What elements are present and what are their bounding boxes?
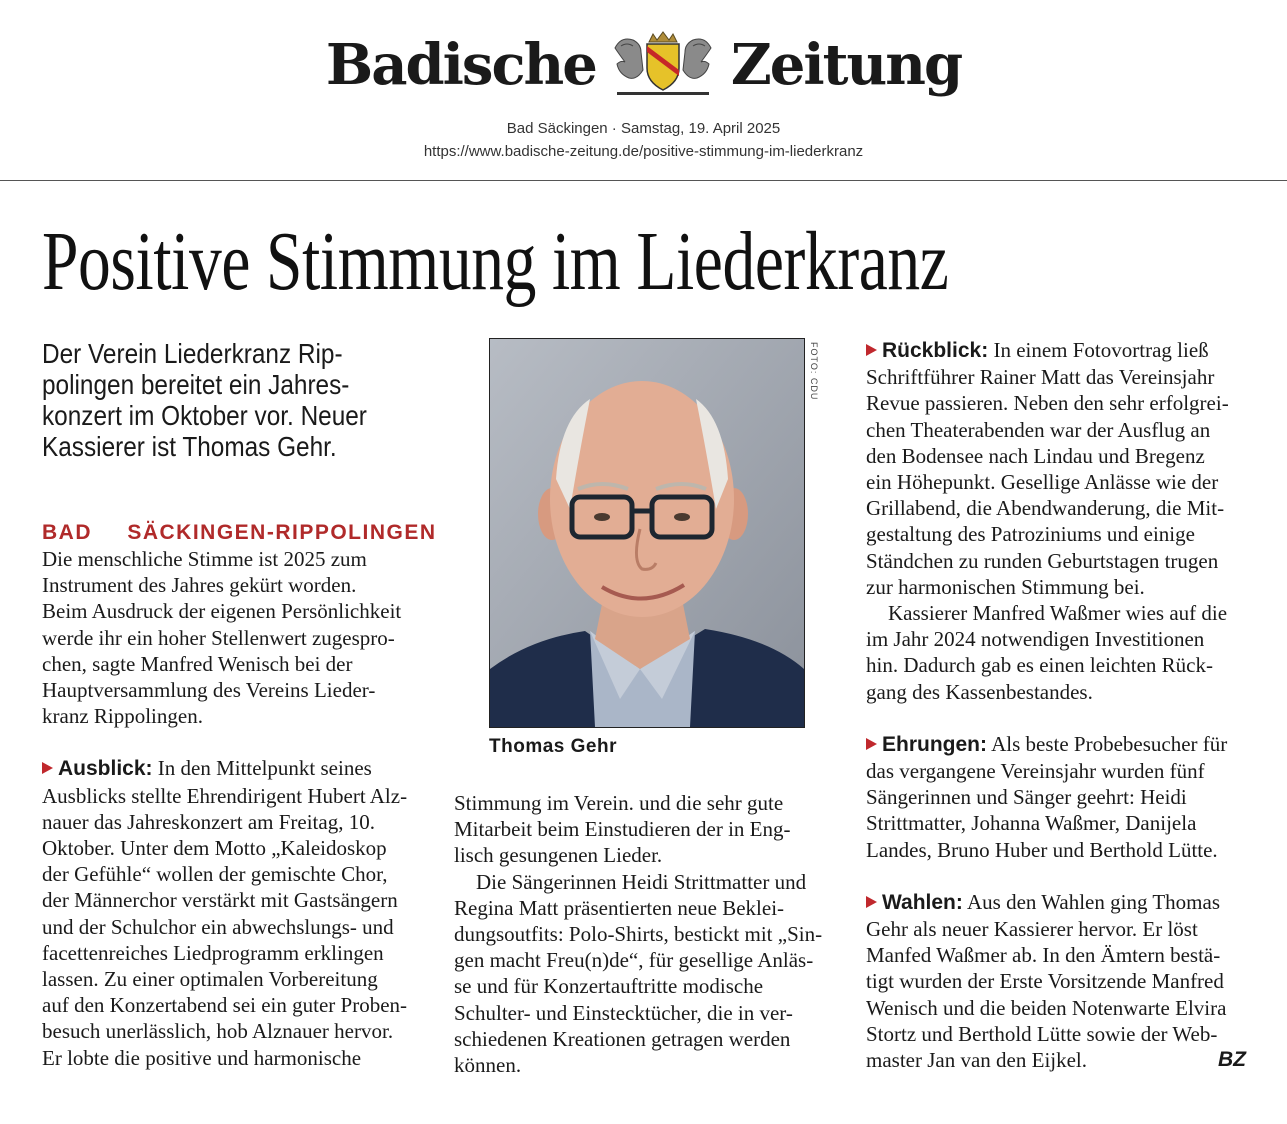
column-2 [454, 790, 840, 1078]
section-marker-icon [42, 762, 53, 774]
text-line: auf den Konzertabend sei ein guter Proben- [42, 993, 408, 1018]
text-line: Beim Ausdruck der eigenen Persönlichkeit [42, 599, 402, 624]
text-line: Revue passieren. Neben den sehr erfolgrei- [866, 391, 1229, 416]
text-line: besuch unerlässlich, hob Alznauer hervor. [42, 1019, 394, 1044]
lead-line: Der Verein Liederkranz Rip- [42, 338, 343, 369]
text-line: das vergangene Vereinsjahr wurden fünf [866, 759, 1205, 784]
text-line: Er lobte die positive und harmonische [42, 1045, 362, 1070]
text-line: chen, sagte Manfred Wenisch bei der [42, 651, 353, 676]
text-line: Die menschliche Stimme ist 2025 zum [42, 547, 367, 571]
article-lead [42, 338, 442, 462]
text-line: zur harmonischen Stimmung bei. [866, 574, 1145, 599]
paragraph-gap [866, 705, 1252, 731]
text-line: Wenisch und die beiden Notenwarte Elvira [866, 995, 1227, 1020]
newspaper-logo[interactable] [0, 28, 1287, 100]
section-label-ehrungen: Ehrungen: [882, 732, 987, 756]
text-line: lassen. Zu einer optimalen Vorbereitung [42, 967, 378, 992]
text-line: schiedenen Kreationen getragen werden [454, 1026, 791, 1051]
text-line: Schriftführer Rainer Matt das Vereinsjahr [866, 365, 1215, 390]
text-line: kranz Rippolingen. [42, 704, 203, 729]
photo-caption: Thomas Gehr [489, 736, 617, 757]
logo-word-right: Zeitung [730, 32, 962, 99]
last-line [866, 1047, 1252, 1073]
text-line: nauer das Jahreskonzert am Freitag, 10. [42, 809, 375, 834]
text-line: Schulter- und Einstecktücher, die in ver- [454, 1000, 793, 1025]
section-label-wahlen: Wahlen: [882, 890, 963, 914]
rueckblick-first-line [866, 337, 1252, 364]
text-line: Ständchen zu runden Geburtstagen trugen [866, 548, 1219, 573]
text-line: Die Sängerinnen Heidi Strittmatter und [476, 869, 807, 894]
text-line: Regina Matt präsentierten neue Beklei- [454, 895, 785, 920]
text-line: tigt wurden der Erste Vorsitzende Manfred [866, 969, 1224, 994]
photo-credit: FOTO: CDU [809, 342, 819, 401]
text-line: Oktober. Unter dem Motto „Kaleidoskop [42, 836, 387, 861]
text-line: Gehr als neuer Kassierer hervor. Er löst [866, 917, 1198, 942]
section-marker-icon [866, 896, 877, 908]
lead-line: polingen bereitet ein Jahres- [42, 369, 350, 400]
text-line: Manfed Waßmer ab. In den Ämtern bestä- [866, 943, 1221, 968]
text-line: hin. Dadurch gab es einen leichten Rück- [866, 653, 1213, 678]
masthead [0, 0, 1287, 181]
text-line: gang des Kassenbestandes. [866, 679, 1093, 704]
text-line: Stimmung im Verein. und die sehr gute [454, 791, 784, 815]
section-label-ausblick: Ausblick: [58, 757, 153, 781]
text-line: se und für Konzertauftritte modische [454, 974, 764, 999]
text-line: Aus den Wahlen ging Thomas [966, 889, 1220, 914]
paragraph-gap [42, 729, 428, 755]
section-marker-icon [866, 344, 877, 356]
text-line: der Männerchor verstärkt mit Gastsängern [42, 888, 398, 913]
text-line: Landes, Bruno Huber und Berthold Lütte. [866, 837, 1218, 862]
text-line: gen macht Freu(n)de“, für gesellige Anläs- [454, 948, 814, 973]
text-line: Ausblicks stellte Ehrendirigent Hubert Alz- [42, 783, 408, 808]
text-line: Mitarbeit beim Einstudieren der in Eng- [454, 817, 791, 842]
text-line: gestaltung des Patroziniums und einige [866, 522, 1195, 547]
text-line: Strittmatter, Johanna Waßmer, Danijela [866, 811, 1197, 836]
text-line: chen Theaterabenden war der Ausflug an [866, 417, 1211, 442]
edition-dateline: Bad Säckingen · Samstag, 19. April 2025 [506, 120, 781, 137]
text-line: und der Schulchor ein abwechslungs- und [42, 914, 394, 939]
logo-word-left: Badische [325, 32, 596, 99]
text-line: Sängerinnen und Sänger geehrt: Heidi [866, 785, 1187, 810]
wahlen-first-line [866, 889, 1252, 916]
text-line: ein Höhepunkt. Gesellige Anlässe wie der [866, 470, 1219, 495]
text-line: In den Mittelpunkt seines [157, 756, 372, 781]
ehrungen-first-line [866, 731, 1252, 758]
article-headline: Positive Stimmung im Liederkranz [42, 215, 949, 308]
author-signature: BZ [1218, 1048, 1246, 1072]
text-line: lisch gesungenen Lieder. [454, 843, 663, 868]
lead-line: Kassierer ist Thomas Gehr. [42, 431, 337, 462]
text-line: Kassierer Manfred Waßmer wies auf die [888, 601, 1228, 626]
text-line: den Bodensee nach Lindau und Bregenz [866, 443, 1205, 468]
section-label-rueckblick: Rückblick: [882, 339, 989, 362]
portrait-photo [489, 338, 805, 728]
text-line: Grillabend, die Abendwanderung, die Mit- [866, 496, 1225, 521]
section-marker-icon [866, 738, 877, 750]
text-line: der Gefühle“ wollen der gemischte Chor, [42, 862, 388, 887]
coat-of-arms-icon [607, 30, 719, 100]
text-line: Als beste Probebesucher für [991, 731, 1228, 756]
column-1 [42, 546, 428, 1071]
paragraph-gap [866, 863, 1252, 889]
text-line: im Jahr 2024 notwendigen Investitionen [866, 627, 1205, 652]
text-line: facettenreiches Liedprogramm erklingen [42, 940, 384, 965]
text-line: dungsoutfits: Polo-Shirts, bestickt mit „Sin- [454, 922, 823, 947]
column-3 [866, 337, 1252, 1073]
dateline: BAD SÄCKINGEN-RIPPOLINGEN [42, 521, 437, 544]
portrait-illustration [490, 339, 804, 727]
text-line: Hauptversammlung des Vereins Lieder- [42, 678, 376, 703]
text-line: master Jan van den Eijkel. [866, 1048, 1088, 1073]
text-line: Stortz und Berthold Lütte sowie der Web- [866, 1021, 1218, 1046]
text-line: können. [454, 1053, 522, 1078]
article-url[interactable]: https://www.badische-zeitung.de/positive-stimmung-im-liederkranz [423, 143, 864, 160]
text-line: werde ihr ein hoher Stellenwert zugespro- [42, 625, 395, 650]
ausblick-first-line [42, 755, 428, 782]
lead-line: konzert im Oktober vor. Neuer [42, 400, 367, 431]
text-line: In einem Fotovortrag ließ [993, 338, 1209, 362]
text-line: Instrument des Jahres gekürt worden. [42, 573, 357, 598]
